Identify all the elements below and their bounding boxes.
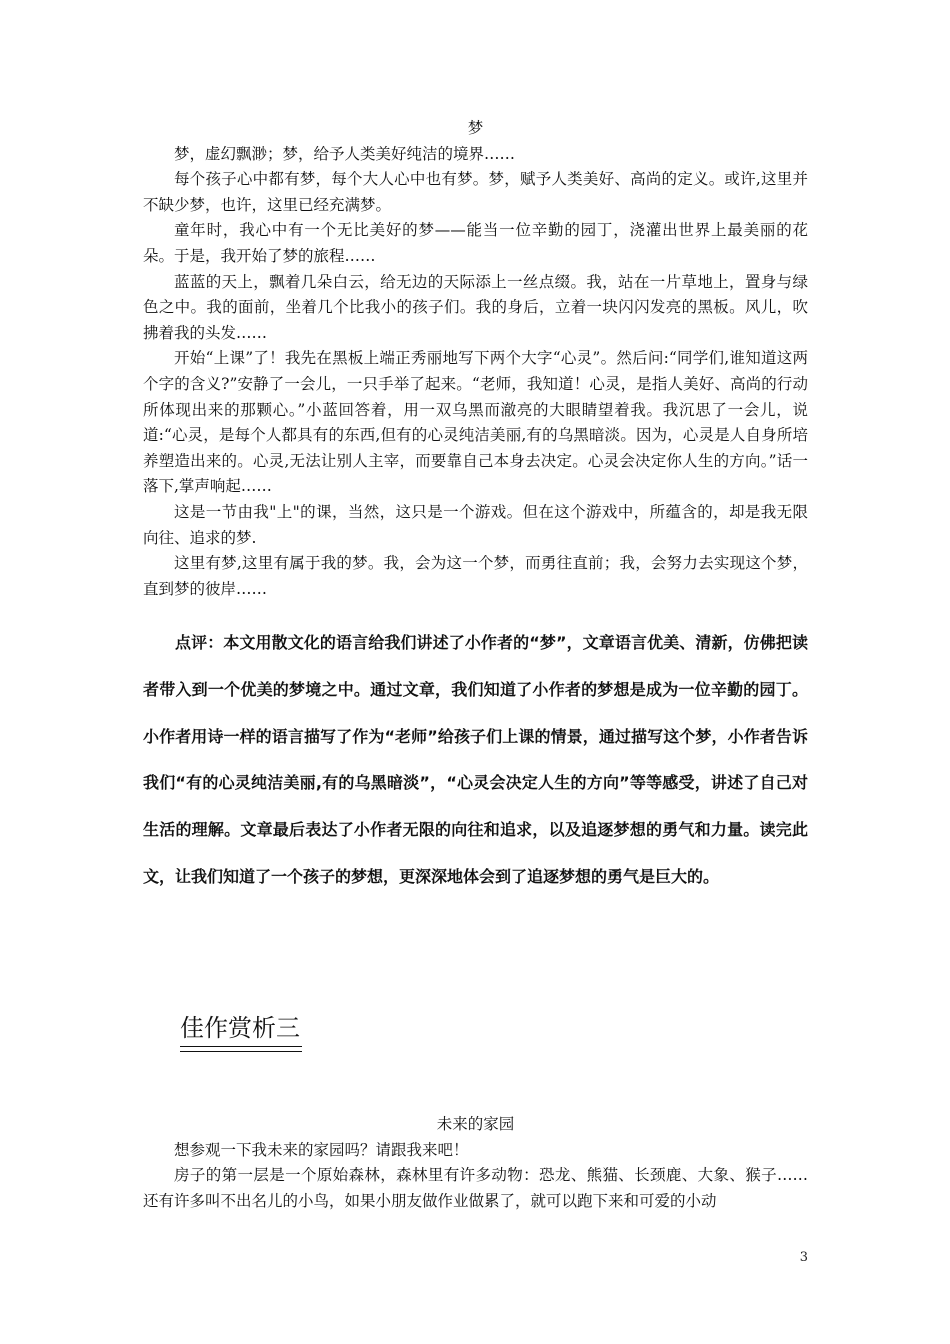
essay-paragraph: 房子的第一层是一个原始森林，森林里有许多动物：恐龙、熊猫、长颈鹿、大象、猴子……还有许多叫不出名儿的小鸟，如果小朋友做作业做累了，就可以跑下来和可爱的小动 [143,1166,808,1210]
essay-paragraph: 这里有梦,这里有属于我的梦。我，会为这一个梦，而勇往直前；我，会努力去实现这个梦，直到梦的彼岸…… [143,554,808,598]
essay-future-home [143,1112,808,1214]
essay-paragraph: 每个孩子心中都有梦，每个大人心中也有梦。梦，赋予人类美好、高尚的定义。或许,这里并不缺少梦，也许，这里已经充满梦。 [143,170,808,214]
review-comment [143,620,808,901]
review-text: 点评：本文用散文化的语言给我们讲述了小作者的“梦”，文章语言优美、清新，仿佛把读者带入到一个优美的梦境之中。通过文章，我们知道了小作者的梦想是成为一位辛勤的园丁。小作者用诗一样的语言描写了作为“老师”给孩子们上课的情景，通过描写这个梦，小作者告诉我们“有的心灵纯洁美丽,有的乌黑暗淡”，“心灵会决定人生的方向”等等感受，讲述了自己对生活的理解。文章最后表达了小作者无限的向往和追求，以及追逐梦想的勇气和力量。读完此文，让我们知道了一个孩子的梦想，更深深地体会到了追逐梦想的勇气是巨大的。 [143,633,808,886]
essay-paragraph: 童年时，我心中有一个无比美好的梦——能当一位辛勤的园丁，浇灌出世界上最美丽的花朵。于是，我开始了梦的旅程…… [143,221,808,265]
double-underline [180,1046,302,1052]
section-heading-text: 佳作赏析三 [180,1014,300,1042]
essay-paragraph: 开始“上课”了！我先在黑板上端正秀丽地写下两个大字“心灵”。然后问:“同学们,谁知道这两个字的含义?”安静了一会儿，一只手举了起来。“老师，我知道！心灵，是指人美好、高尚的行动所体现出来的那颗心。”小蓝回答着，用一双乌黑而澈亮的大眼睛望着我。我沉思了一会儿，说道:“心灵，是每个人都具有的东西,但有的心灵纯洁美丽,有的乌黑暗淡。因为，心灵是人自身所培养塑造出来的。心灵,无法让别人主宰，而要靠自己本身去决定。心灵会决定你人生的方向。”话一落下,掌声响起…… [143,349,808,496]
essay-paragraph: 蓝蓝的天上，飘着几朵白云，给无边的天际添上一丝点缀。我，站在一片草地上，置身与绿色之中。我的面前，坐着几个比我小的孩子们。我的身后，立着一块闪闪发亮的黑板。风儿，吹拂着我的头发…… [143,272,808,342]
essay-paragraph: 梦，虚幻飘渺；梦，给予人类美好纯洁的境界…… [174,144,516,163]
essay-paragraph: 想参观一下我未来的家园吗？请跟我来吧！ [174,1140,469,1159]
essay-paragraph: 这是一节由我"上"的课，当然，这只是一个游戏。但在这个游戏中，所蕴含的，却是我无限向往、追求的梦. [143,502,808,547]
essay-title: 未来的家园 [436,1115,515,1133]
essay-title: 梦 [467,119,484,137]
section-heading [180,1010,302,1052]
essay-dream [143,116,808,602]
page-number: 3 [799,1250,808,1265]
